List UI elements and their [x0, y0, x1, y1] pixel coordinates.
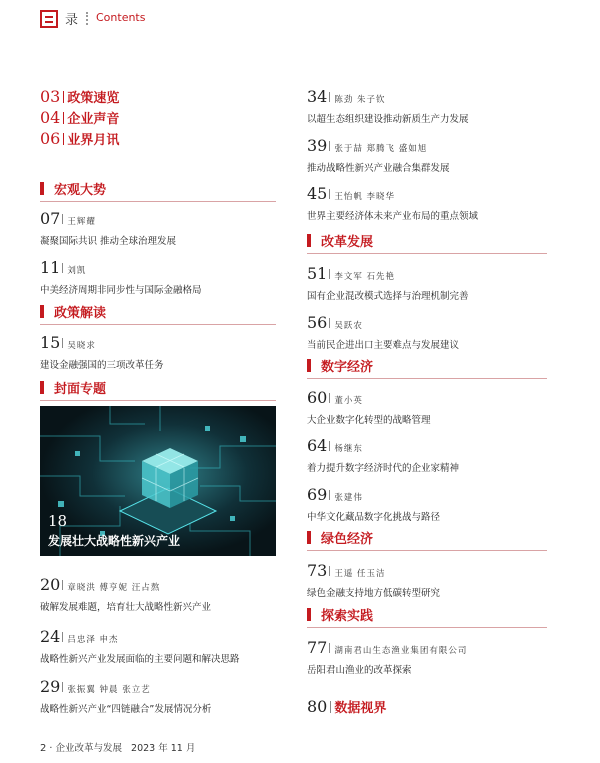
page-number: 2	[40, 743, 47, 754]
toc-entry[interactable]: 45 王怡帆 李晓华 世界主要经济体未来产业布局的重点领域	[307, 184, 479, 222]
toc-entry[interactable]: 20 章晓洪 傅亨妮 汪占熬 破解发展难题，培育壮大战略性新兴产业	[40, 575, 212, 613]
footer-dot: ·	[49, 743, 53, 754]
quick-link-policy-brief[interactable]: 03 政策速览	[40, 87, 120, 106]
section-macro: 宏观大势	[40, 179, 276, 199]
section-policy: 政策解读	[40, 302, 276, 322]
toc-entry[interactable]: 15 吴晓求 建设金融强国的三项改革任务	[40, 333, 164, 371]
cover-story-image[interactable]	[40, 406, 276, 556]
toc-entry[interactable]: 11 刘凯 中美经济周期非同步性与国际金融格局	[40, 258, 202, 296]
quick-link-industry-news[interactable]: 06 业界月讯	[40, 129, 120, 148]
section-green: 绿色经济	[307, 528, 547, 548]
toc-entry-data-vision[interactable]: 80 数据视界	[307, 697, 387, 716]
toc-entry[interactable]: 77 湖南君山生态渔业集团有限公司 岳阳君山渔业的改革探索	[307, 638, 468, 676]
quick-link-enterprise-voice[interactable]: 04 企业声音	[40, 108, 120, 127]
section-explore: 探索实践	[307, 605, 547, 625]
toc-entry[interactable]: 07 王辉耀 凝聚国际共识 推动全球治理发展	[40, 209, 177, 247]
issue-date: 2023 年 11 月	[131, 743, 196, 754]
toc-entry[interactable]: 39 张于喆 郑腾飞 盛如旭 推动战略性新兴产业融合集群发展	[307, 136, 450, 174]
toc-entry[interactable]: 64 杨继东 着力提升数字经济时代的企业家精神	[307, 436, 460, 474]
cover-story-page: 18	[48, 512, 68, 530]
toc-entry[interactable]: 51 李文军 石先艳 国有企业混改模式选择与治理机制完善	[307, 264, 469, 302]
toc-entry[interactable]: 69 张建伟 中华文化藏品数字化挑战与路径	[307, 485, 441, 523]
toc-entry[interactable]: 73 王遥 任玉洁 绿色金融支持地方低碳转型研究	[307, 561, 441, 599]
magazine-name: 企业改革与发展	[55, 743, 122, 754]
toc-entry[interactable]: 29 张振翼 钟晨 张立艺 战略性新兴产业“四链融合”发展情况分析	[40, 677, 212, 715]
toc-entry[interactable]: 34 陈劲 朱子钦 以超生态组织建设推动新质生产力发展	[307, 87, 469, 125]
header-contents: Contents	[96, 11, 146, 24]
section-cover: 封面专题	[40, 378, 276, 398]
toc-entry[interactable]: 56 吴跃农 当前民企进出口主要难点与发展建议	[307, 313, 460, 351]
header-lu: 录	[65, 13, 79, 28]
section-digital: 数字经济	[307, 356, 547, 376]
page-footer	[40, 740, 195, 754]
cover-story-title: 发展壮大战略性新兴产业	[48, 534, 181, 548]
contents-logo-icon	[40, 10, 58, 28]
header-divider	[86, 12, 88, 25]
section-reform: 改革发展	[307, 231, 547, 251]
toc-entry[interactable]: 24 吕忠泽 申杰 战略性新兴产业发展面临的主要问题和解决思路	[40, 627, 240, 665]
toc-entry[interactable]: 60 董小英 大企业数字化转型的战略管理	[307, 388, 431, 426]
